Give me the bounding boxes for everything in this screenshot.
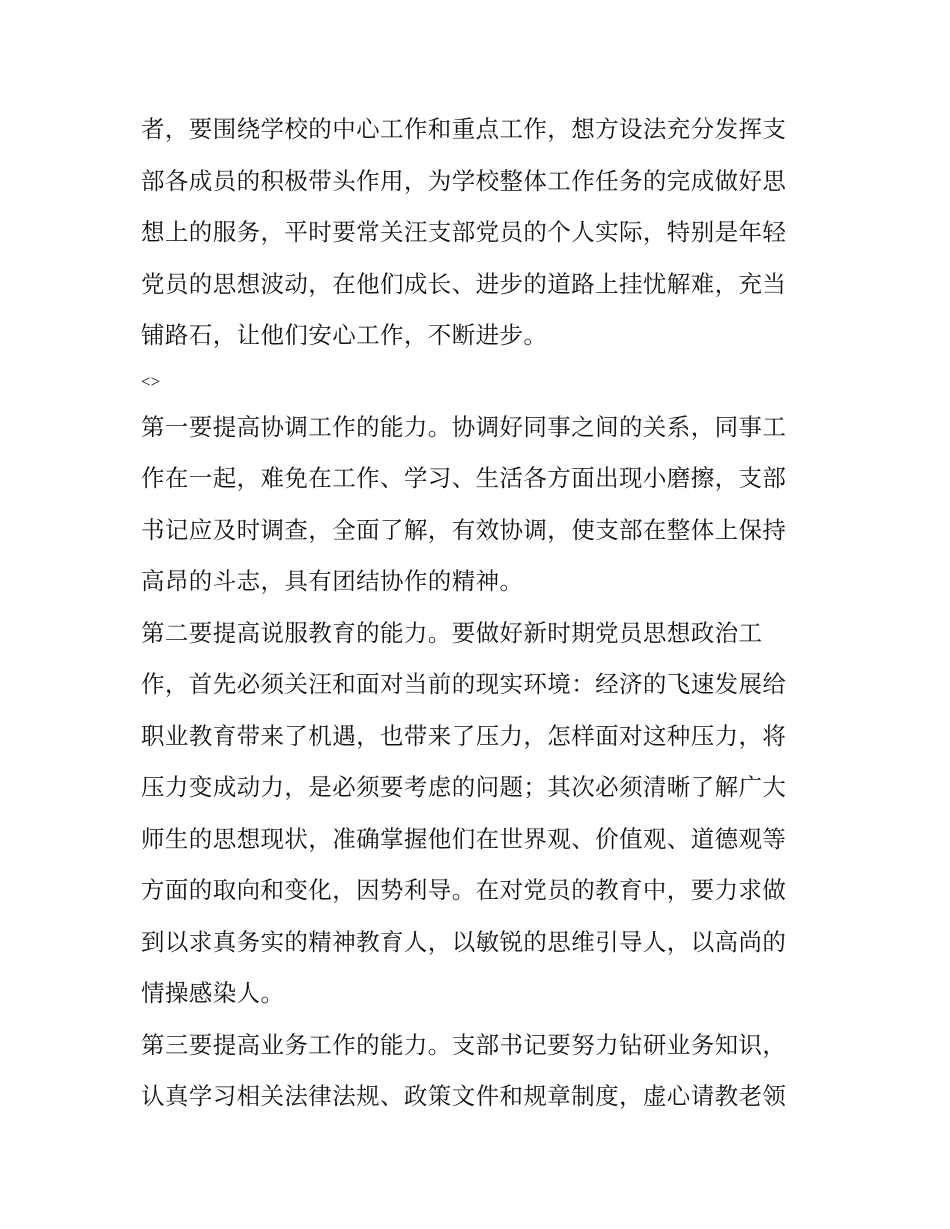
text-line: 党员的思想波动，在他们成长、进步的道路上挂忧解难，充当 xyxy=(141,269,787,298)
text-line: 师生的思想现状，准确掌握他们在世界观、价值观、道德观等 xyxy=(141,824,787,853)
text-line: 认真学习相关法律法规、政策文件和规章制度，虚心请教老领 xyxy=(141,1082,787,1110)
section-marker: <> xyxy=(141,371,161,391)
text-line: 压力变成动力，是必须要考虑的问题；其次必须清晰了解广大 xyxy=(141,773,787,801)
text-line: 到以求真务实的精神教育人，以敏锐的思维引导人，以高尚的 xyxy=(141,927,787,956)
text-line: 部各成员的积极带头作用，为学校整体工作任务的完成做好思 xyxy=(141,166,787,195)
paragraph-persuasion xyxy=(141,611,813,1023)
text-line: 第一要提高协调工作的能力。协调好同事之间的关系，同事工 xyxy=(141,412,787,441)
text-line: 高昂的斗志，具有团结协作的精神。 xyxy=(141,567,524,595)
text-line: 作，首先必须关汪和面对当前的现实环境：经济的飞速发展给 xyxy=(141,670,787,698)
text-line: 铺路石，让他们安心工作，不断进步。 xyxy=(141,321,548,349)
text-line: 第二要提高说服教育的能力。要做好新时期党员思想政治工 xyxy=(141,618,763,647)
text-line: 方面的取向和变化，因势利导。在对党员的教育中，要力求做 xyxy=(141,876,787,904)
paragraph-coordination xyxy=(141,405,813,611)
paragraph-business xyxy=(141,1023,813,1126)
intro-paragraph xyxy=(141,107,813,365)
text-line: 作在一起，难免在工作、学习、生活各方面出现小磨擦，支部 xyxy=(141,464,787,492)
text-line: 者，要围绕学校的中心工作和重点工作，想方设法充分发挥支 xyxy=(141,115,787,143)
text-line: 书记应及时调查，全面了解，有效协调，使支部在整体上保持 xyxy=(141,515,787,544)
text-line: 职业教育带来了机遇，也带来了压力，怎样面对这种压力，将 xyxy=(141,721,787,750)
text-line: 第三要提高业务工作的能力。支部书记要努力钻研业务知识， xyxy=(141,1030,787,1059)
text-line: 情操感染人。 xyxy=(141,979,285,1007)
document-body xyxy=(141,107,813,1126)
text-line: 想上的服务，平时要常关汪支部党员的个人实际，特别是年轻 xyxy=(141,218,787,246)
